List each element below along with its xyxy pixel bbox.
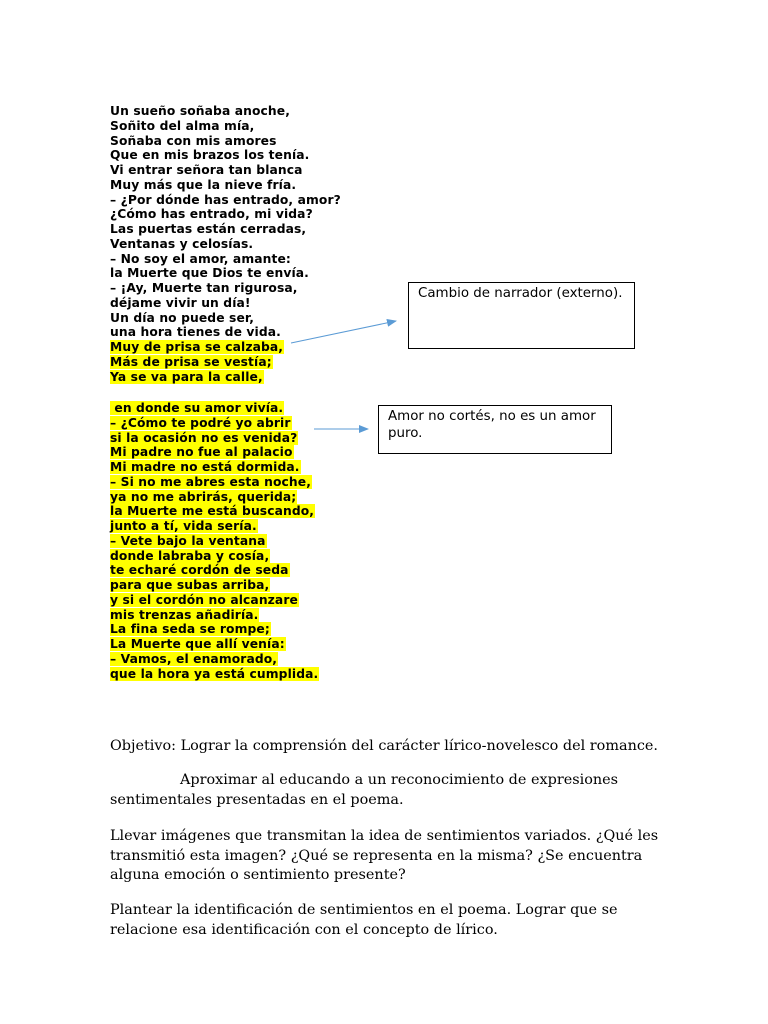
- poem-line-text: te echaré cordón de seda: [110, 563, 289, 578]
- poem-line-text: – ¡Ay, Muerte tan rigurosa,: [110, 281, 298, 296]
- poem-line-text: la Muerte me está buscando,: [110, 504, 315, 519]
- poem-line-text: déjame vivir un día!: [110, 295, 251, 310]
- poem-line-text: Mi madre no está dormida.: [110, 460, 300, 475]
- poem-line-text: La Muerte que allí venía:: [110, 637, 285, 652]
- narrator-change-text: Cambio de narrador (externo).: [418, 286, 623, 301]
- poem-line-text: en donde su amor vivía.: [110, 401, 284, 415]
- poem-line-text: Soñito del alma mía,: [110, 118, 255, 133]
- poem-line-text: Que en mis brazos los tenía.: [110, 148, 310, 163]
- love-type-text: Amor no cortés, no es un amor puro.: [388, 409, 596, 441]
- poem-line-text: Soñaba con mis amores: [110, 133, 277, 148]
- poem-line-text: – Vete bajo la ventana: [110, 533, 266, 548]
- poem-line-text: Ya se va para la calle,: [110, 369, 263, 384]
- poem-line-text: – No soy el amor, amante:: [110, 251, 291, 266]
- poem-line-text: si la ocasión no es venida?: [110, 430, 298, 445]
- poem-line-text: mis trenzas añadiría.: [110, 607, 259, 622]
- poem-line-text: Más de prisa se vestía;: [110, 355, 272, 370]
- love-type-callout: [378, 405, 612, 454]
- poem-line-text: – Si no me abres esta noche,: [110, 474, 311, 489]
- poem-line-text: y si el cordón no alcanzare: [110, 592, 298, 607]
- poem-line-text: Un sueño soñaba anoche,: [110, 104, 290, 118]
- poem-line-text: Las puertas están cerradas,: [110, 222, 307, 237]
- poem-line-text: una hora tienes de vida.: [110, 325, 281, 340]
- poem-line-text: donde labraba y cosía,: [110, 548, 270, 563]
- arrow-to-narrator-callout: [291, 321, 396, 343]
- poem-line-text: para que subas arriba,: [110, 578, 270, 593]
- poem-line-text: – ¿Por dónde has entrado, amor?: [110, 192, 341, 207]
- poem-line-text: Un día no puede ser,: [110, 310, 255, 325]
- objective-paragraph: Objetivo: Lograr la comprensión del carácter lírico-novelesco del romance.: [110, 738, 658, 754]
- identify-paragraph: Plantear la identificación de sentimientos en el poema. Lograr que se relacione esa identificación con el concepto de lírico.: [110, 902, 618, 938]
- poem-line-text: ¿Cómo has entrado, mi vida?: [110, 207, 313, 222]
- narrator-change-callout: [408, 282, 635, 349]
- poem-line-text: que la hora ya está cumplida.: [110, 666, 319, 681]
- poem-line-text: La fina seda se rompe;: [110, 622, 270, 637]
- poem-line-text: – Vamos, el enamorado,: [110, 652, 278, 667]
- images-paragraph: Llevar imágenes que transmitan la idea de sentimientos variados. ¿Qué les transmitió esta imagen? ¿Qué se representa en la misma? ¿Se encuentra alguna emoción o sentimiento presente?: [110, 828, 659, 883]
- poem-line-text: ya no me abrirás, querida;: [110, 489, 297, 504]
- poem-line-text: Muy de prisa se calzaba,: [110, 340, 284, 355]
- poem-line-text: Muy más que la nieve fría.: [110, 177, 297, 192]
- approximate-paragraph: Aproximar al educando a un reconocimiento de expresiones sentimentales presentadas en el poema.: [110, 772, 619, 808]
- poem-line-text: Mi padre no fue al palacio: [110, 445, 293, 460]
- poem-line-text: Vi entrar señora tan blanca: [110, 163, 303, 178]
- poem-line-text: la Muerte que Dios te envía.: [110, 266, 309, 281]
- poem-line-text: Ventanas y celosías.: [110, 236, 254, 251]
- poem-line-text: junto a tí, vida sería.: [110, 519, 257, 534]
- poem-line-text: – ¿Cómo te podré yo abrir: [110, 415, 291, 430]
